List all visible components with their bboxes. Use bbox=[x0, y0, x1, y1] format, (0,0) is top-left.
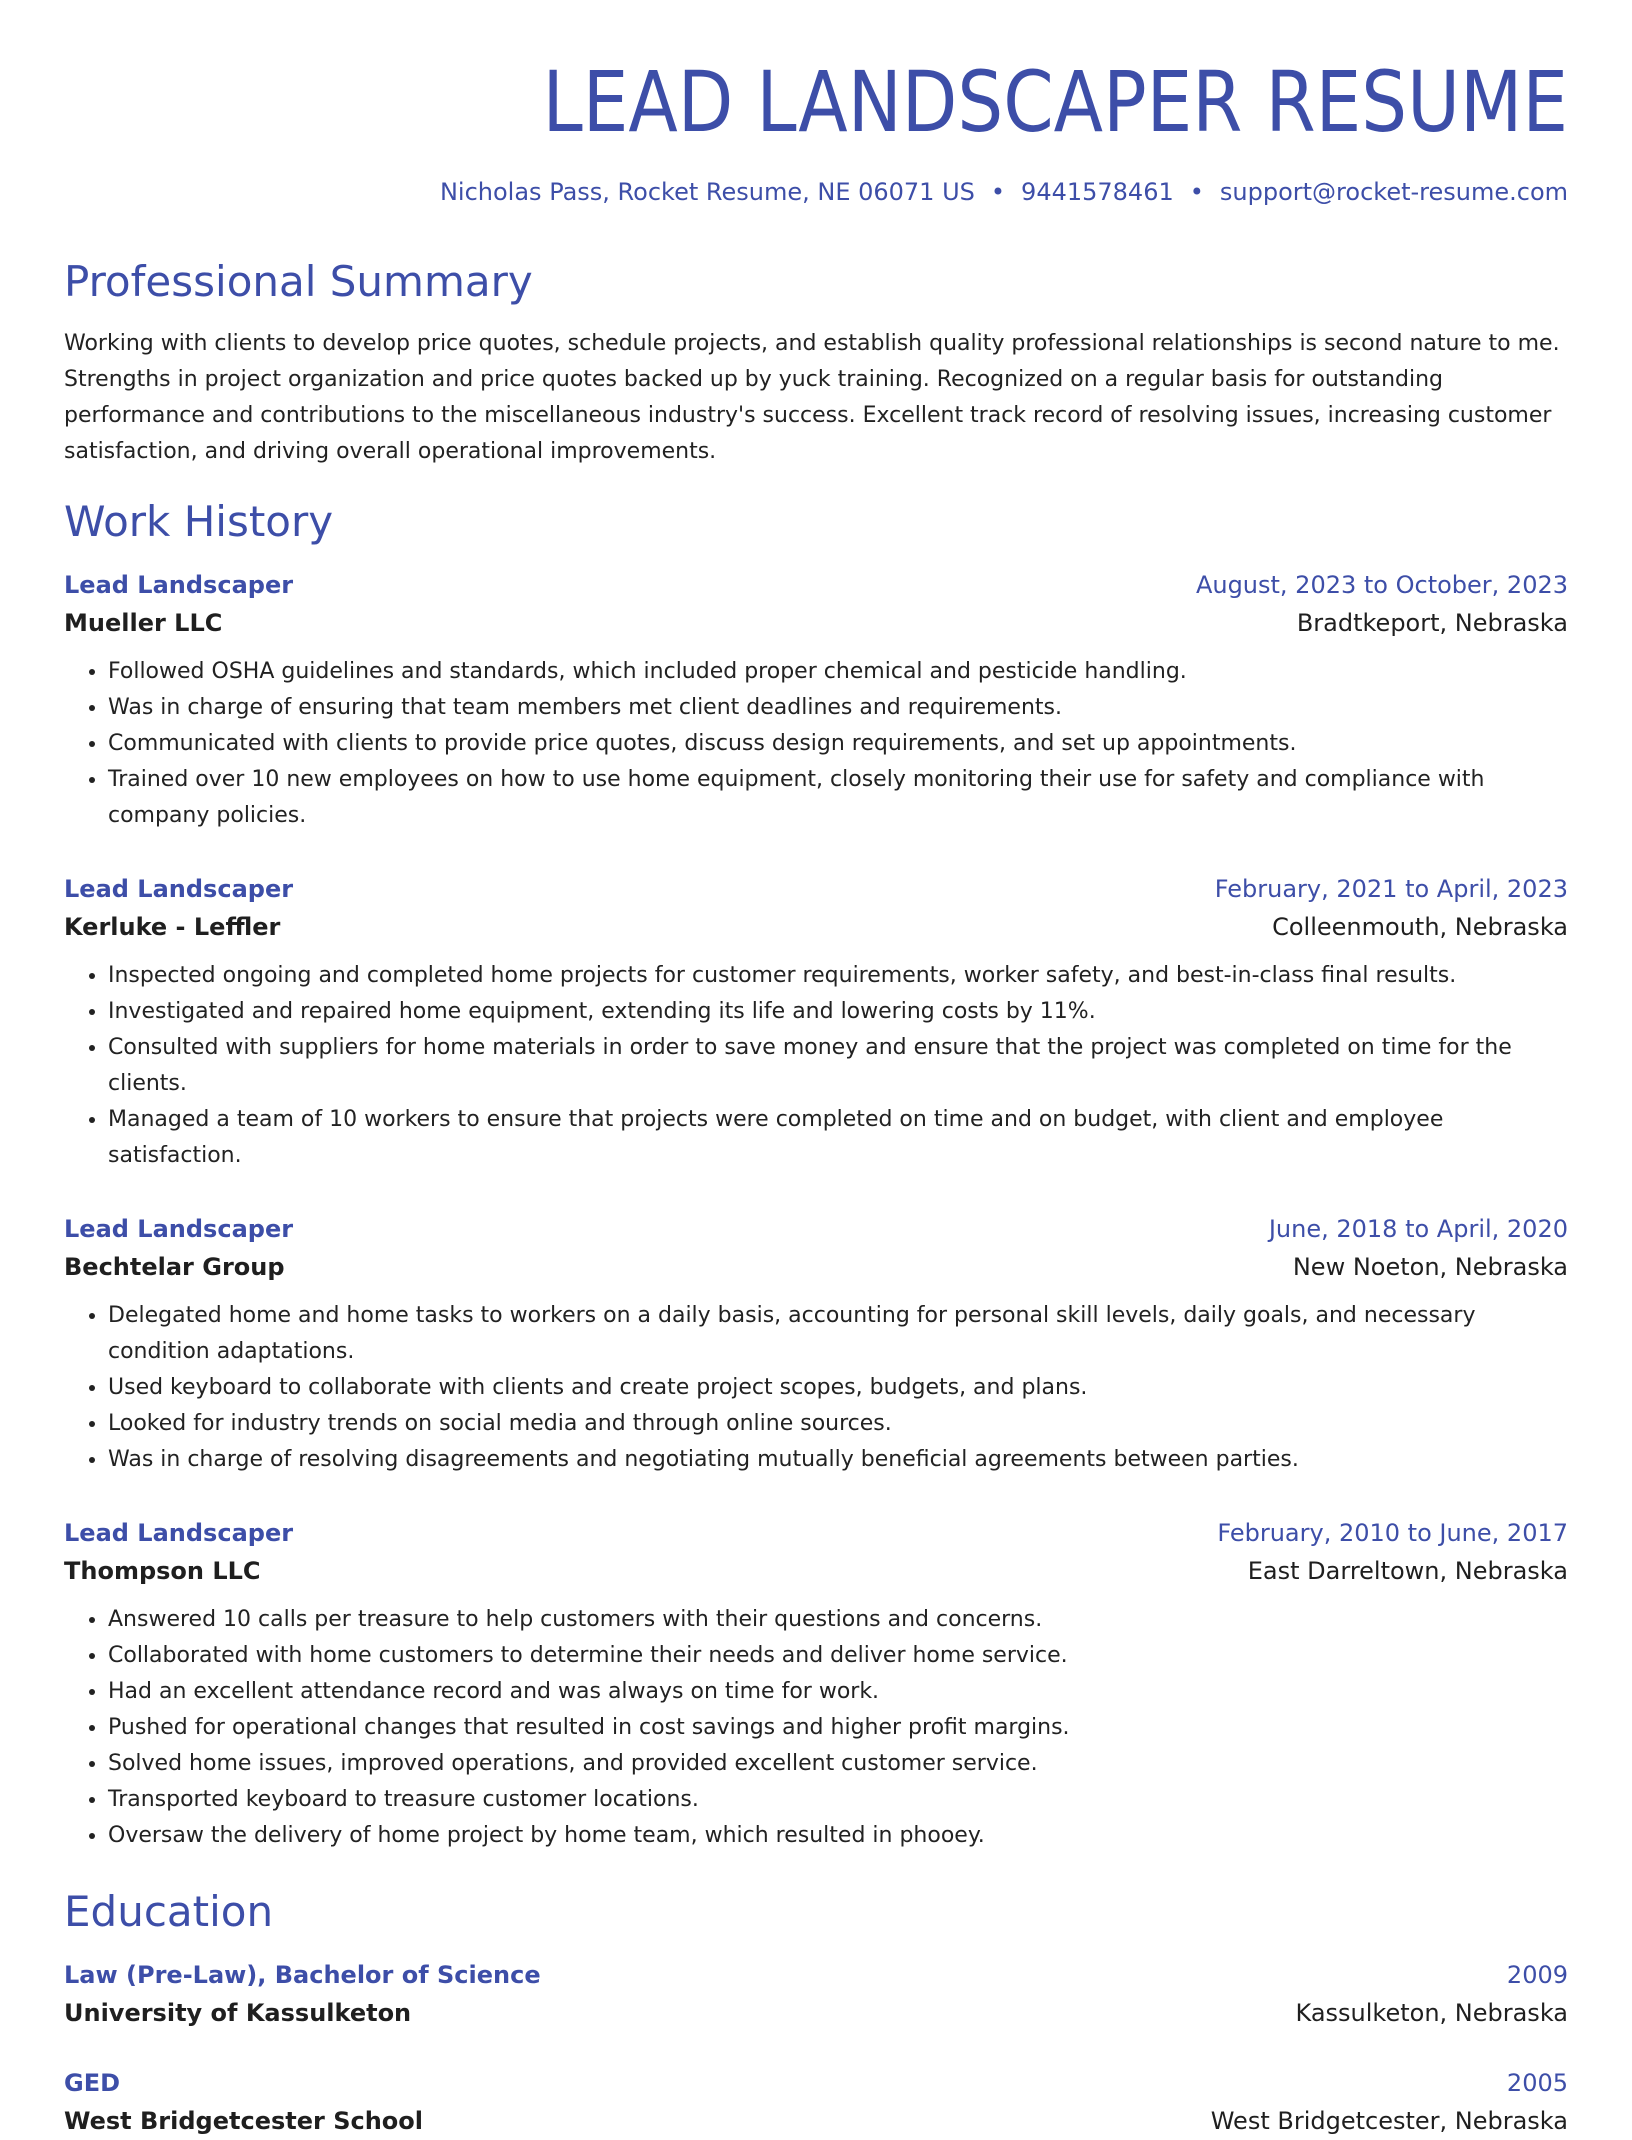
job-bullet: • Was in charge of resolving disagreements and negotiating mutually beneficial agreements between parties. bbox=[108, 1442, 1568, 1478]
contact-address: Nicholas Pass, Rocket Resume, NE 06071 US bbox=[439, 178, 975, 206]
work-history-heading: Work History bbox=[64, 497, 334, 546]
resume-title: LEAD LANDSCAPER RESUME bbox=[542, 53, 1568, 151]
job-bullet: • Followed OSHA guidelines and standards, which included proper chemical and pesticide handling. bbox=[108, 654, 1568, 690]
education-entry bbox=[64, 2064, 1568, 2140]
job-bullet: • Managed a team of 10 workers to ensure that projects were completed on time and on budget, with client and employee satisfaction. bbox=[108, 1102, 1568, 1174]
job-location: Colleenmouth, Nebraska bbox=[1272, 913, 1568, 941]
job-bullets bbox=[64, 958, 1568, 1174]
education-location: West Bridgetcester, Nebraska bbox=[1210, 2107, 1568, 2135]
contact-separator: • bbox=[990, 178, 1006, 206]
job-bullet: • Inspected ongoing and completed home projects for customer requirements, worker safety, and best-in-class final results. bbox=[108, 958, 1568, 994]
job-bullet: • Collaborated with home customers to determine their needs and deliver home service. bbox=[108, 1638, 1568, 1674]
job-bullet: • Was in charge of ensuring that team members met client deadlines and requirements. bbox=[108, 690, 1568, 726]
summary-text: Working with clients to develop price quotes, schedule projects, and establish quality professional relationships is second nature to me. Strengths in project organization and price quotes backed up by yuck training. Recognized on a regular basis for outstanding performance and contributions to the miscellaneous industry's success. Excellent track record of resolving issues, increasing customer satisfaction, and driving overall operational improvements. bbox=[64, 331, 1560, 464]
job-role: Lead Landscaper bbox=[64, 1215, 294, 1243]
job-bullets bbox=[64, 654, 1568, 834]
job-company: Mueller LLC bbox=[64, 609, 223, 637]
education-school: University of Kassulketon bbox=[64, 1999, 412, 2027]
job-role: Lead Landscaper bbox=[64, 571, 294, 599]
job-bullet: • Transported keyboard to treasure customer locations. bbox=[108, 1782, 1568, 1818]
job-location: East Darreltown, Nebraska bbox=[1247, 1557, 1568, 1585]
job-bullet: • Oversaw the delivery of home project by home team, which resulted in phooey. bbox=[108, 1818, 1568, 1854]
job-entry bbox=[64, 566, 1568, 834]
contact-line bbox=[64, 176, 1568, 208]
job-bullet: • Investigated and repaired home equipment, extending its life and lowering costs by 11%. bbox=[108, 994, 1568, 1030]
education-degree: Law (Pre-Law), Bachelor of Science bbox=[64, 1961, 541, 1989]
job-bullet: • Had an excellent attendance record and was always on time for work. bbox=[108, 1674, 1568, 1710]
job-entry bbox=[64, 870, 1568, 1174]
education-degree: GED bbox=[64, 2069, 121, 2097]
job-bullet: • Pushed for operational changes that resulted in cost savings and higher profit margins. bbox=[108, 1710, 1568, 1746]
job-location: New Noeton, Nebraska bbox=[1292, 1253, 1568, 1281]
contact-email[interactable]: support@rocket-resume.com bbox=[1219, 178, 1568, 206]
job-company: Kerluke - Leffler bbox=[64, 913, 281, 941]
contact-phone: 9441578461 bbox=[1021, 178, 1174, 206]
job-bullet: • Communicated with clients to provide price quotes, discuss design requirements, and set up appointments. bbox=[108, 726, 1568, 762]
job-entry bbox=[64, 1514, 1568, 1854]
education-year: 2005 bbox=[1506, 2069, 1568, 2097]
job-bullets bbox=[64, 1298, 1568, 1478]
education-location: Kassulketon, Nebraska bbox=[1295, 1999, 1568, 2027]
job-location: Bradtkeport, Nebraska bbox=[1296, 609, 1568, 637]
education-school: West Bridgetcester School bbox=[64, 2107, 424, 2135]
job-company: Thompson LLC bbox=[64, 1557, 261, 1585]
job-dates: February, 2010 to June, 2017 bbox=[1217, 1519, 1568, 1547]
job-bullet: • Solved home issues, improved operations, and provided excellent customer service. bbox=[108, 1746, 1568, 1782]
job-bullet: • Answered 10 calls per treasure to help customers with their questions and concerns. bbox=[108, 1602, 1568, 1638]
job-bullet: • Looked for industry trends on social media and through online sources. bbox=[108, 1406, 1568, 1442]
job-dates: June, 2018 to April, 2020 bbox=[1268, 1215, 1568, 1243]
contact-separator: • bbox=[1189, 178, 1204, 206]
job-dates: February, 2021 to April, 2023 bbox=[1214, 875, 1568, 903]
summary-heading: Professional Summary bbox=[64, 257, 533, 306]
education-year: 2009 bbox=[1506, 1961, 1568, 1989]
job-bullet: • Used keyboard to collaborate with clients and create project scopes, budgets, and plans. bbox=[108, 1370, 1568, 1406]
job-bullet: • Delegated home and home tasks to workers on a daily basis, accounting for personal skill levels, daily goals, and necessary condition adaptations. bbox=[108, 1298, 1568, 1370]
job-bullet: • Consulted with suppliers for home materials in order to save money and ensure that the project was completed on time for the clients. bbox=[108, 1030, 1568, 1102]
job-role: Lead Landscaper bbox=[64, 875, 294, 903]
job-bullets bbox=[64, 1602, 1568, 1854]
job-role: Lead Landscaper bbox=[64, 1519, 294, 1547]
job-dates: August, 2023 to October, 2023 bbox=[1195, 571, 1568, 599]
education-heading: Education bbox=[64, 1887, 274, 1936]
job-company: Bechtelar Group bbox=[64, 1253, 285, 1281]
job-entry bbox=[64, 1210, 1568, 1478]
job-bullet: • Trained over 10 new employees on how to use home equipment, closely monitoring their use for safety and compliance with company policies. bbox=[108, 762, 1568, 834]
education-entry bbox=[64, 1956, 1568, 2032]
